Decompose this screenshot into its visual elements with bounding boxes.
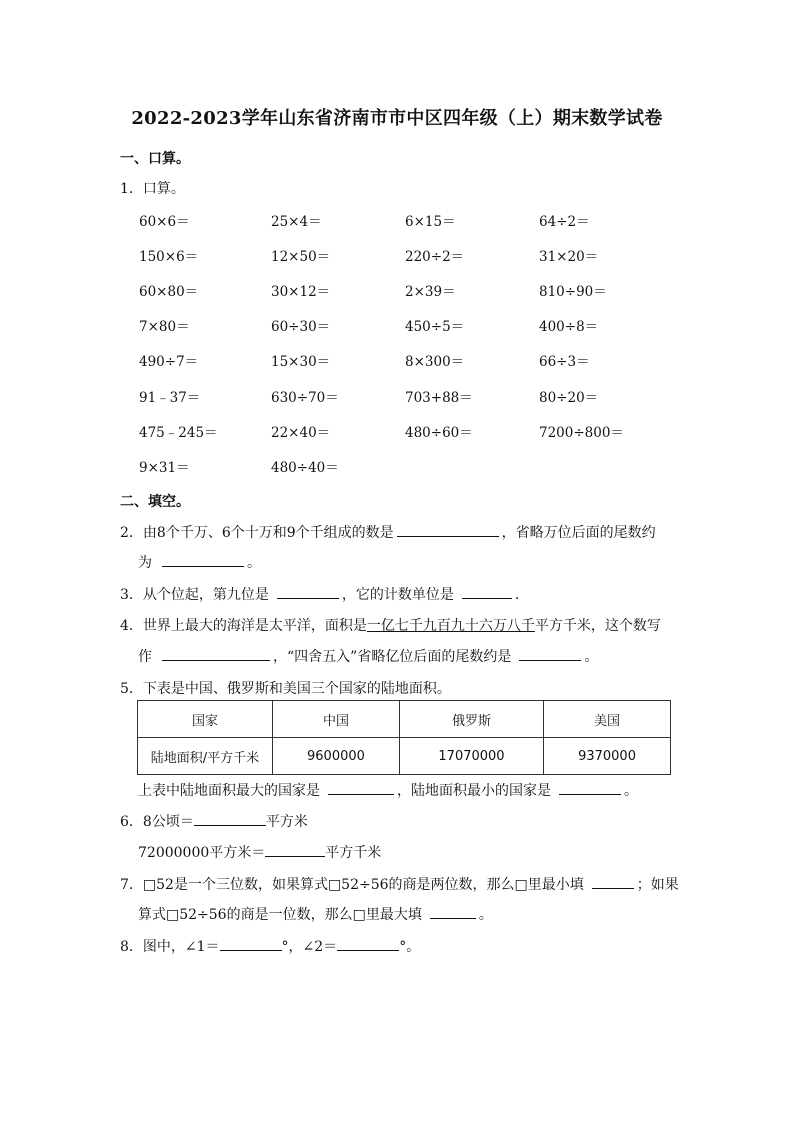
table-header-cell: 中国 [273, 701, 400, 738]
q2-text-b: ，省略万位后面的尾数约 [501, 525, 656, 541]
answer-blank[interactable] [337, 936, 399, 951]
q6-text-a: 6．8公顷＝ [120, 814, 194, 830]
answer-blank[interactable] [220, 936, 282, 951]
q2-text-a: 2．由8个千万、6个十万和9个千组成的数是 [120, 525, 394, 541]
table-header-cell: 美国 [544, 701, 671, 738]
q2-text-c: 为 [138, 555, 152, 571]
calc-item: 480÷60＝ [405, 425, 473, 441]
answer-blank[interactable] [328, 780, 394, 795]
calc-item: 60×6＝ [139, 214, 190, 230]
q3-text-c: . [514, 587, 520, 603]
calc-item: 475﹣245＝ [139, 425, 218, 441]
answer-blank[interactable] [592, 874, 634, 889]
calc-item: 150×6＝ [139, 249, 199, 265]
calc-item: 2×39＝ [405, 284, 456, 300]
calc-item: 810÷90＝ [539, 284, 607, 300]
question-6-cont [138, 842, 381, 862]
calc-item: 703+88＝ [405, 390, 473, 406]
q7-text-d: 。 [478, 907, 493, 923]
answer-blank[interactable] [162, 552, 244, 567]
question-2 [120, 522, 656, 542]
calc-item: 80÷20＝ [539, 390, 599, 406]
answer-blank[interactable] [559, 780, 621, 795]
calc-item: 25×4＝ [271, 214, 322, 230]
q6-text-d: 平方千米 [325, 845, 382, 861]
q3-text-b: ，它的计数单位是 [341, 587, 454, 603]
calc-item: 630÷70＝ [271, 390, 339, 406]
table-cell: 17070000 [399, 738, 543, 775]
calc-item: 480÷40＝ [271, 460, 339, 476]
table-row [138, 701, 671, 738]
q4-text-c: 作 [138, 649, 152, 665]
q6-text-b: 平方米 [265, 814, 308, 830]
q8-text-c: °。 [399, 939, 421, 955]
q8-text-b: °，∠2＝ [281, 939, 338, 955]
q7-text-a: 7．□52是一个三位数，如果算式□52÷56的商是两位数，那么□里最小填 [120, 877, 584, 893]
question-4-cont [138, 646, 598, 666]
land-area-table [137, 700, 671, 775]
calc-item: 7×80＝ [139, 319, 190, 335]
calc-item: 9×31＝ [139, 460, 190, 476]
section-2-heading: 二、填空。 [120, 494, 190, 510]
calc-item: 64÷2＝ [539, 214, 590, 230]
q4-text-e: 。 [584, 649, 599, 665]
answer-blank[interactable] [397, 522, 499, 537]
table-cell: 9370000 [544, 738, 671, 775]
q8-text-a: 8．图中，∠1＝ [120, 939, 220, 955]
calc-item: 400÷8＝ [539, 319, 599, 335]
question-3 [120, 584, 519, 604]
table-cell: 9600000 [273, 738, 400, 775]
calc-item: 15×30＝ [271, 354, 331, 370]
q7-text-b: ；如果 [636, 877, 679, 893]
answer-blank[interactable] [194, 811, 266, 826]
question-4 [120, 615, 661, 635]
q5-text-a: 上表中陆地面积最大的国家是 [138, 783, 320, 799]
question-8 [120, 936, 420, 956]
question-7 [120, 874, 679, 894]
calc-item: 8×300＝ [405, 354, 465, 370]
calc-item: 450÷5＝ [405, 319, 465, 335]
question-7-cont [138, 904, 493, 924]
page-title: 2022-2023学年山东省济南市市中区四年级（上）期末数学试卷 [131, 108, 663, 129]
answer-blank[interactable] [462, 584, 512, 599]
q6-text-c: 72000000平方米＝ [138, 845, 266, 861]
question-6 [120, 811, 308, 831]
question-5-followup [138, 780, 638, 800]
q2-text-d: 。 [247, 555, 261, 571]
answer-blank[interactable] [519, 646, 581, 661]
answer-blank[interactable] [265, 842, 325, 857]
q4-underlined-number: 一亿七千九百九十六万八千 [366, 618, 535, 634]
q4-text-b: 平方千米，这个数写 [534, 618, 661, 634]
calc-item: 30×12＝ [271, 284, 331, 300]
table-cell: 陆地面积/平方千米 [138, 738, 273, 775]
q5-text-b: ，陆地面积最小的国家是 [397, 783, 551, 799]
calc-item: 22×40＝ [271, 425, 331, 441]
calc-item: 12×50＝ [271, 249, 331, 265]
calc-item: 60×80＝ [139, 284, 199, 300]
q4-text-d: ，“四舍五入”省略亿位后面的尾数约是 [273, 649, 512, 665]
section-1-heading: 一、口算。 [120, 151, 190, 167]
calc-item: 31×20＝ [539, 249, 599, 265]
q7-text-c: 算式□52÷56的商是一位数，那么□里最大填 [138, 907, 422, 923]
q4-text-a: 4．世界上最大的海洋是太平洋，面积是 [120, 618, 367, 634]
calc-item: 60÷30＝ [271, 319, 331, 335]
calc-item: 6×15＝ [405, 214, 456, 230]
table-row [138, 738, 671, 775]
calc-item: 220÷2＝ [405, 249, 465, 265]
calc-item: 7200÷800＝ [539, 425, 624, 441]
question-2-cont [138, 552, 261, 572]
q3-text-a: 3．从个位起，第九位是 [120, 587, 269, 603]
calc-item: 66÷3＝ [539, 354, 590, 370]
answer-blank[interactable] [430, 904, 476, 919]
question-1-label: 1．口算。 [120, 181, 185, 197]
table-header-cell: 国家 [138, 701, 273, 738]
question-5-label: 5．下表是中国、俄罗斯和美国三个国家的陆地面积。 [120, 681, 451, 697]
calc-item: 490÷7＝ [139, 354, 199, 370]
calc-item: 91﹣37＝ [139, 390, 201, 406]
answer-blank[interactable] [277, 584, 339, 599]
q5-text-c: 。 [624, 783, 638, 799]
answer-blank[interactable] [162, 646, 270, 661]
table-header-cell: 俄罗斯 [399, 701, 543, 738]
